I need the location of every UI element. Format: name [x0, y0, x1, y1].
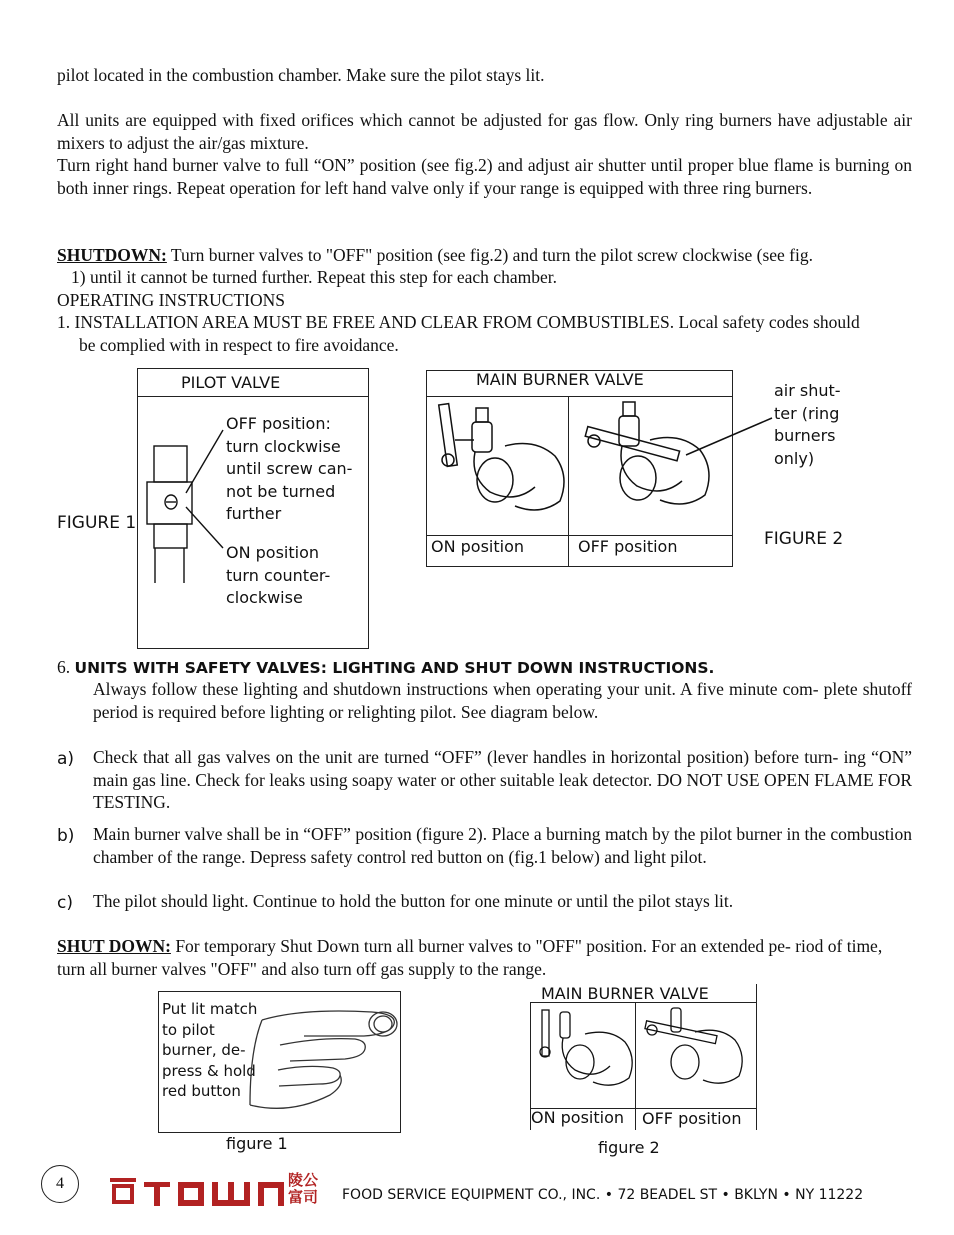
on-position-label: ON position — [431, 537, 525, 556]
installation-item: 1. INSTALLATION AREA MUST BE FREE AND CLEAR FROM COMBUSTIBLES. Local safety codes should — [57, 312, 860, 332]
lower-figure-1-caption: figure 1 — [226, 1134, 288, 1153]
lower-main-burner-valve-title: MAIN BURNER VALVE — [541, 984, 709, 1003]
company-address: FOOD SERVICE EQUIPMENT CO., INC. • 72 BEADEL ST • BKLYN • NY 11222 — [342, 1187, 864, 1203]
shutdown-heading: SHUTDOWN: — [57, 245, 167, 265]
lower-off-position-label: OFF position — [642, 1109, 742, 1128]
installation-item-continued: be complied with in respect to fire avoidance. — [79, 335, 399, 355]
air-shutter-paragraph: Turn right hand burner valve to full “ON” position (see fig.2) and adjust air shutter until proper blue flame is burning on both inner rings. Repeat operation for left hand valve only if your range is equipped with three ring burners. — [57, 155, 912, 198]
logo-chinese-text: 陵公富司 — [288, 1171, 319, 1206]
page-number: 4 — [41, 1165, 79, 1203]
shutdown-text: Turn burner valves to "OFF" position (see fig.2) and turn the pilot screw clockwise (see fig. — [166, 245, 813, 265]
figure-1-caption: FIGURE 1 — [57, 513, 137, 533]
off-position-instruction: OFF position: turn clockwise until screw can- not be turned further — [226, 414, 353, 523]
orifice-paragraph: All units are equipped with fixed orifices which cannot be adjusted for gas flow. Only ring burners have adjustable air mixers to adjust the air/gas mixture. — [57, 110, 912, 153]
town-logo — [108, 1172, 333, 1208]
step-c-text: The pilot should light. Continue to hold the button for one minute or until the pilot stays lit. — [93, 891, 734, 911]
figure-2-caption: FIGURE 2 — [764, 529, 844, 549]
step-b-text: Main burner valve shall be in “OFF” position (figure 2). Place a burning match by the pilot burner in the combustion chamber of the range. Depress safety control red button on (fig.1 below) and light pilot. — [93, 824, 912, 867]
main-burner-valve-title: MAIN BURNER VALVE — [476, 370, 644, 389]
on-position-instruction: ON position turn counter- clockwise — [226, 543, 331, 607]
operating-instructions-heading: OPERATING INSTRUCTIONS — [57, 290, 285, 310]
air-shutter-label: air shut- ter (ring burners only) — [774, 381, 841, 468]
step-b-marker: b) — [57, 826, 75, 846]
step-c-marker: c) — [57, 893, 73, 913]
shutdown-text-continued: 1) until it cannot be turned further. Repeat this step for each chamber. — [71, 267, 557, 287]
pilot-valve-title: PILOT VALVE — [181, 373, 281, 392]
section-6-title: UNITS WITH SAFETY VALVES: LIGHTING AND SHUT DOWN INSTRUCTIONS. — [74, 659, 715, 677]
off-position-label: OFF position — [578, 537, 678, 556]
step-a-text: Check that all gas valves on the unit are turned “OFF” (lever handles in horizontal position) before turn- ing “ON” main gas line. Check for leaks using soapy water or other suitable leak detector. DO NOT USE OPEN FLAME FOR TESTING. — [93, 747, 912, 812]
lower-on-position-label: ON position — [531, 1108, 625, 1127]
step-a-marker: a) — [57, 749, 75, 769]
section-6-intro: Always follow these lighting and shutdown instructions when operating your unit. A five minute com- plete shutoff period is required before lighting or relighting pilot. See diagram below. — [93, 679, 912, 722]
lower-figure-2-caption: figure 2 — [598, 1138, 660, 1157]
section-6-number: 6. — [57, 657, 71, 677]
match-instruction: Put lit match to pilot burner, de- press & hold red button — [162, 1000, 258, 1100]
shut-down-heading: SHUT DOWN: — [57, 936, 171, 956]
intro-text: pilot located in the combustion chamber. Make sure the pilot stays lit. — [57, 65, 545, 85]
shut-down-text: For temporary Shut Down turn all burner valves to "OFF" position. For an extended pe- riod of time, turn all burner valves "OFF" and also turn off gas supply to the range. — [57, 936, 883, 979]
